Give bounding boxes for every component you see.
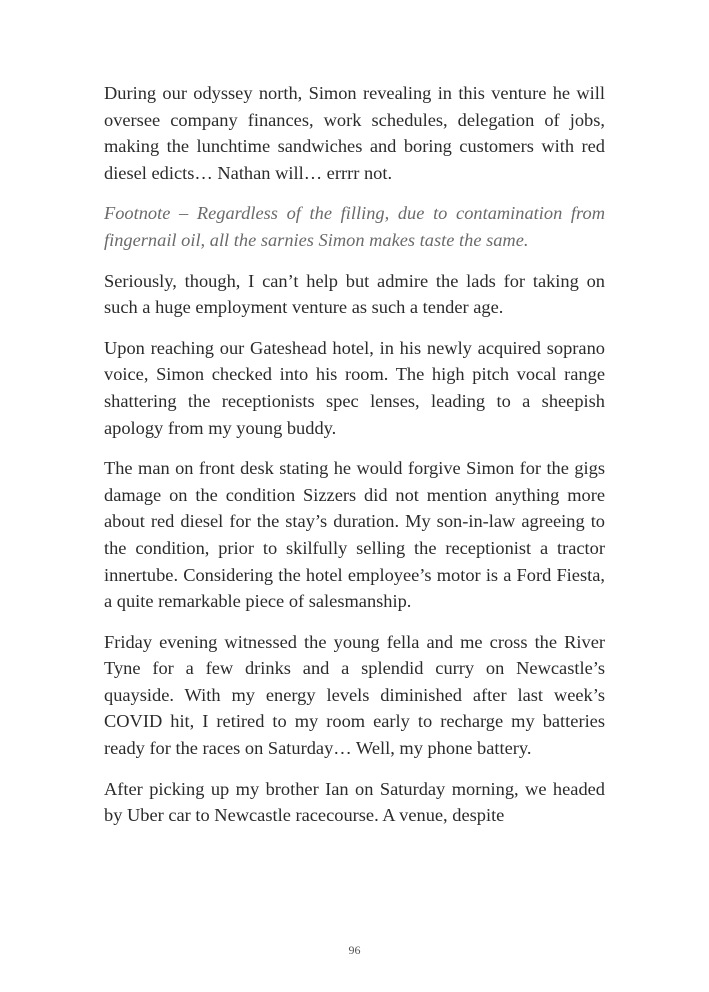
paragraph-friday-evening: Friday evening witnessed the young fella and me cross the River Tyne for a few drinks and a splendid curry on Newcastle’s quayside. With my energy levels diminished after last week’s COVID hit, I retired to my room early to recharge my batteries ready for the races on Saturday… Well, my phone battery. <box>104 631 605 759</box>
paragraph-odyssey-north: During our odyssey north, Simon revealing in this venture he will oversee company finances, work schedules, delegation of jobs, making the lunchtime sandwiches and boring customers with red diesel edicts… Nathan will… errrr not. <box>104 83 605 183</box>
paragraph-saturday-morning: After picking up my brother Ian on Saturday morning, we headed by Uber car to Newcastle racecourse. A venue, despite <box>104 778 605 826</box>
page-body <box>104 80 605 843</box>
paragraph-gateshead-hotel: Upon reaching our Gateshead hotel, in his newly acquired soprano voice, Simon checked into his room. The high pitch vocal range shattering the receptionists spec lenses, leading to a sheepish apology from my young buddy. <box>104 337 605 438</box>
paragraph-front-desk: The man on front desk stating he would forgive Simon for the gigs damage on the condition Sizzers did not mention anything more about red diesel for the stay’s duration. My son-in-law agreeing to the condition, prior to skilfully selling the receptionist a tractor innertube. Considering the hotel employee’s motor is a Ford Fiesta, a quite remarkable piece of salesmanship. <box>104 458 605 612</box>
paragraph-employment-venture: Seriously, though, I can’t help but admire the lads for taking on such a huge employment venture as such a tender age. <box>104 270 605 318</box>
page-number: 96 <box>348 943 361 957</box>
footnote-sarnies: Footnote – Regardless of the filling, due to contamination from fingernail oil, all the sarnies Simon makes taste the same. <box>104 203 605 250</box>
